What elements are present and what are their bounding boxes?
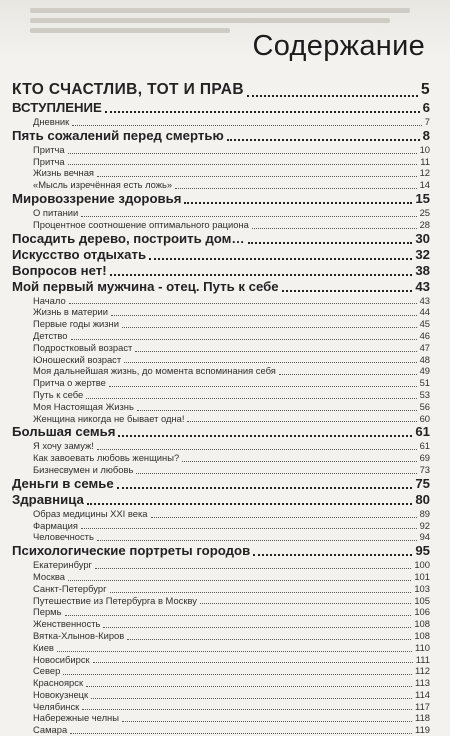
dot-leader — [122, 721, 412, 722]
toc-entry-page: 111 — [415, 653, 430, 665]
toc-entry-page: 108 — [414, 618, 430, 630]
toc-entry-page: 14 — [419, 179, 430, 191]
dot-leader — [127, 639, 411, 640]
dot-leader — [70, 733, 412, 734]
toc-entry-title: Притча о жертве — [33, 377, 106, 389]
toc-entry — [12, 342, 430, 354]
toc-entry-title: Санкт-Петербург — [33, 582, 107, 594]
toc-entry — [12, 116, 430, 128]
toc-entry-page: 103 — [414, 582, 430, 594]
toc-entry-page: 92 — [419, 519, 430, 531]
toc-entry — [12, 642, 430, 654]
toc-entry-title: Юношеский возраст — [33, 353, 122, 365]
dot-leader — [97, 449, 417, 450]
toc-entry-page: 43 — [415, 278, 430, 294]
toc-entry — [12, 476, 430, 492]
dot-leader — [137, 410, 417, 411]
toc-entry-page: 105 — [414, 594, 430, 606]
toc-entry-title: КТО СЧАСТЛИВ, ТОТ И ПРАВ — [12, 81, 244, 98]
toc-entry-title: Притча — [33, 155, 65, 167]
toc-entry-page: 49 — [419, 365, 430, 377]
toc-entry-page: 101 — [414, 570, 430, 582]
toc-entry — [12, 424, 430, 440]
dot-leader — [227, 139, 420, 141]
toc-entry — [12, 712, 430, 724]
toc-entry-page: 61 — [419, 440, 430, 452]
toc-entry-title: Пять сожалений перед смертью — [12, 127, 224, 143]
toc-entry-page: 15 — [415, 190, 430, 206]
toc-entry-title: Образ медицины XXI века — [33, 507, 148, 519]
dot-leader — [81, 528, 417, 529]
dot-leader — [111, 315, 417, 316]
dot-leader — [184, 202, 412, 204]
toc-entry-title: Я хочу замуж! — [33, 440, 94, 452]
dot-leader — [136, 473, 416, 474]
bleed-line — [30, 18, 390, 23]
toc-entry — [12, 559, 430, 571]
toc-entry-title: Человечность — [33, 531, 94, 543]
dot-leader — [109, 386, 417, 387]
toc-entry-page: 75 — [415, 475, 430, 491]
toc-entry — [12, 595, 430, 607]
dot-leader — [69, 303, 417, 304]
toc-entry-title: Путешествие из Петербурга в Москву — [33, 594, 197, 606]
toc-entry-page: 45 — [419, 318, 430, 330]
dot-leader — [151, 517, 417, 518]
toc-entry — [12, 100, 430, 116]
toc-entry-page: 89 — [419, 507, 430, 519]
toc-entry-page: 28 — [419, 218, 430, 230]
toc-entry-title: Большая семья — [12, 424, 116, 440]
toc-entry — [12, 701, 430, 713]
dot-leader — [81, 216, 416, 217]
toc-entry-title: Моя Настоящая Жизнь — [33, 400, 134, 412]
dot-leader — [72, 125, 422, 126]
toc-entry-page: 117 — [415, 700, 430, 712]
toc-entry — [12, 354, 430, 366]
dot-leader — [135, 351, 416, 352]
toc-entry — [12, 654, 430, 666]
toc-entry-page: 7 — [424, 116, 430, 127]
dot-leader — [68, 580, 411, 581]
dot-leader — [93, 662, 413, 663]
dot-leader — [118, 435, 412, 437]
dot-leader — [253, 554, 412, 556]
toc-entry-page: 113 — [415, 677, 430, 689]
toc-entry-title: Детство — [33, 329, 68, 341]
dot-leader — [248, 242, 413, 244]
dot-leader — [86, 398, 416, 399]
toc-entry-page: 108 — [414, 629, 430, 641]
dot-leader — [247, 95, 418, 97]
toc-entry-title: Набережные челны — [33, 712, 119, 724]
toc-entry-page: 60 — [419, 412, 430, 424]
dot-leader — [279, 374, 417, 375]
toc-entry-page: 43 — [419, 294, 430, 306]
toc-entry-page: 112 — [415, 665, 430, 677]
toc-entry — [12, 543, 430, 559]
table-of-contents — [12, 80, 430, 736]
toc-entry — [12, 207, 430, 219]
dot-leader — [200, 603, 411, 604]
toc-entry — [12, 330, 430, 342]
toc-entry-page: 100 — [414, 559, 430, 571]
toc-entry-page: 25 — [419, 206, 430, 218]
toc-entry — [12, 520, 430, 532]
toc-entry-title: Север — [33, 665, 61, 677]
toc-entry-title: Начало — [33, 294, 66, 306]
dot-leader — [282, 290, 413, 292]
toc-entry-page: 110 — [415, 641, 430, 653]
toc-entry-title: Челябинск — [33, 700, 80, 712]
toc-entry-title: Новосибирск — [33, 653, 90, 665]
dot-leader — [82, 709, 412, 710]
toc-entry — [12, 665, 430, 677]
dot-leader — [187, 421, 416, 422]
toc-entry — [12, 571, 430, 583]
toc-entry-title: Женственность — [33, 618, 101, 630]
toc-entry — [12, 128, 430, 144]
toc-entry — [12, 191, 430, 207]
toc-entry — [12, 508, 430, 520]
toc-entry — [12, 279, 430, 295]
toc-entry-page: 30 — [415, 230, 430, 246]
toc-entry-page: 119 — [415, 724, 430, 736]
toc-entry-page: 47 — [419, 341, 430, 353]
toc-entry-title: О питании — [33, 206, 79, 218]
toc-entry-title: Самара — [33, 724, 68, 736]
toc-entry-title: Искусство отдыхать — [12, 246, 147, 262]
dot-leader — [175, 188, 416, 189]
toc-entry — [12, 464, 430, 476]
toc-entry-page: 56 — [419, 400, 430, 412]
dot-leader — [97, 540, 417, 541]
toc-entry — [12, 531, 430, 543]
toc-entry — [12, 401, 430, 413]
toc-entry-title: Екатеринбург — [33, 559, 92, 571]
toc-entry-page: 80 — [415, 491, 430, 507]
toc-entry-page: 11 — [420, 155, 430, 167]
toc-entry — [12, 318, 430, 330]
toc-entry-title: Киев — [33, 641, 54, 653]
toc-entry — [12, 80, 430, 100]
toc-entry — [12, 219, 430, 231]
dot-leader — [110, 274, 413, 276]
dot-leader — [124, 362, 416, 363]
toc-entry — [12, 724, 430, 736]
bleed-line — [30, 28, 230, 33]
toc-entry-page: 12 — [419, 167, 430, 179]
toc-entry — [12, 689, 430, 701]
toc-entry-title: Деньги в семье — [12, 475, 114, 491]
dot-leader — [68, 153, 417, 154]
dot-leader — [87, 503, 413, 505]
toc-entry — [12, 295, 430, 307]
toc-entry-page: 53 — [419, 388, 430, 400]
toc-entry — [12, 413, 430, 425]
toc-entry — [12, 606, 430, 618]
toc-entry-title: Вопросов нет! — [12, 262, 107, 278]
toc-entry — [12, 583, 430, 595]
dot-leader — [105, 111, 420, 113]
toc-entry-title: Процентное соотношение оптимального рациона — [33, 218, 249, 230]
toc-entry — [12, 677, 430, 689]
toc-entry-title: Как завоевать любовь женщины? — [33, 452, 180, 464]
toc-entry — [12, 452, 430, 464]
toc-entry-page: 61 — [415, 424, 430, 440]
toc-entry — [12, 618, 430, 630]
toc-entry — [12, 144, 430, 156]
toc-entry-page: 46 — [419, 329, 430, 341]
toc-entry — [12, 247, 430, 263]
dot-leader — [103, 627, 411, 628]
toc-entry-title: Пермь — [33, 606, 62, 618]
dot-leader — [86, 686, 412, 687]
toc-entry-title: Первые годы жизни — [33, 318, 119, 330]
toc-entry — [12, 377, 430, 389]
toc-entry-title: Посадить дерево, построить дом… — [12, 230, 245, 246]
toc-entry — [12, 440, 430, 452]
toc-entry-title: Жизнь вечная — [33, 167, 94, 179]
toc-entry-page: 118 — [415, 712, 430, 724]
toc-entry — [12, 156, 430, 168]
dot-leader — [117, 487, 413, 489]
toc-entry-title: Жизнь в материи — [33, 306, 108, 318]
dot-leader — [110, 592, 412, 593]
toc-entry — [12, 263, 430, 279]
toc-entry-page: 73 — [419, 463, 430, 475]
toc-entry-title: «Мысль изречённая есть ложь» — [33, 179, 173, 191]
toc-entry — [12, 167, 430, 179]
toc-entry-title: Путь к себе — [33, 388, 84, 400]
toc-entry — [12, 389, 430, 401]
toc-entry-title: Фармация — [33, 519, 78, 531]
toc-entry-title: Красноярск — [33, 677, 84, 689]
toc-entry-page: 44 — [419, 306, 430, 318]
toc-entry — [12, 492, 430, 508]
page-title: Содержание — [252, 30, 425, 62]
toc-entry-page: 69 — [419, 452, 430, 464]
toc-entry-page: 114 — [415, 688, 430, 700]
toc-entry-title: Психологические портреты городов — [12, 543, 251, 559]
toc-entry-title: Моя дальнейшая жизнь, до момента вспоминания себя — [33, 365, 276, 377]
dot-leader — [149, 258, 412, 260]
toc-entry-title: Мой первый мужчина - отец. Путь к себе — [12, 278, 279, 294]
dot-leader — [252, 228, 417, 229]
toc-entry-page: 6 — [422, 100, 430, 115]
toc-entry-page: 32 — [415, 246, 430, 262]
toc-entry — [12, 306, 430, 318]
dot-leader — [68, 164, 418, 165]
toc-entry-page: 106 — [414, 606, 430, 618]
bleed-line — [30, 8, 410, 13]
toc-entry-title: Вятка-Хлынов-Киров — [33, 629, 125, 641]
dot-leader — [182, 461, 416, 462]
dot-leader — [71, 339, 417, 340]
toc-entry — [12, 231, 430, 247]
toc-entry-title: ВСТУПЛЕНИЕ — [12, 100, 102, 115]
toc-entry-title: Подростковый возраст — [33, 341, 133, 353]
dot-leader — [91, 698, 412, 699]
toc-entry-title: Женщина никогда не бывает одна! — [33, 412, 185, 424]
toc-entry-page: 8 — [422, 127, 430, 143]
dot-leader — [97, 176, 417, 177]
dot-leader — [57, 651, 412, 652]
toc-entry-title: Здравница — [12, 491, 84, 507]
toc-entry-title: Притча — [33, 143, 65, 155]
toc-entry — [12, 630, 430, 642]
toc-entry-page: 10 — [419, 143, 430, 155]
toc-entry-title: Дневник — [33, 116, 70, 127]
dot-leader — [95, 568, 411, 569]
toc-entry-page: 94 — [419, 531, 430, 543]
toc-entry — [12, 179, 430, 191]
toc-entry-title: Мировоззрение здоровья — [12, 190, 182, 206]
dot-leader — [65, 615, 412, 616]
toc-entry — [12, 365, 430, 377]
toc-entry-title: Новокузнецк — [33, 688, 89, 700]
toc-entry-page: 5 — [420, 81, 430, 98]
toc-entry-page: 51 — [419, 377, 430, 389]
toc-entry-page: 38 — [415, 262, 430, 278]
dot-leader — [122, 327, 417, 328]
dot-leader — [63, 674, 412, 675]
toc-entry-page: 95 — [415, 543, 430, 559]
toc-entry-title: Бизнесвумен и любовь — [33, 463, 134, 475]
toc-entry-title: Москва — [33, 570, 66, 582]
toc-entry-page: 48 — [419, 353, 430, 365]
